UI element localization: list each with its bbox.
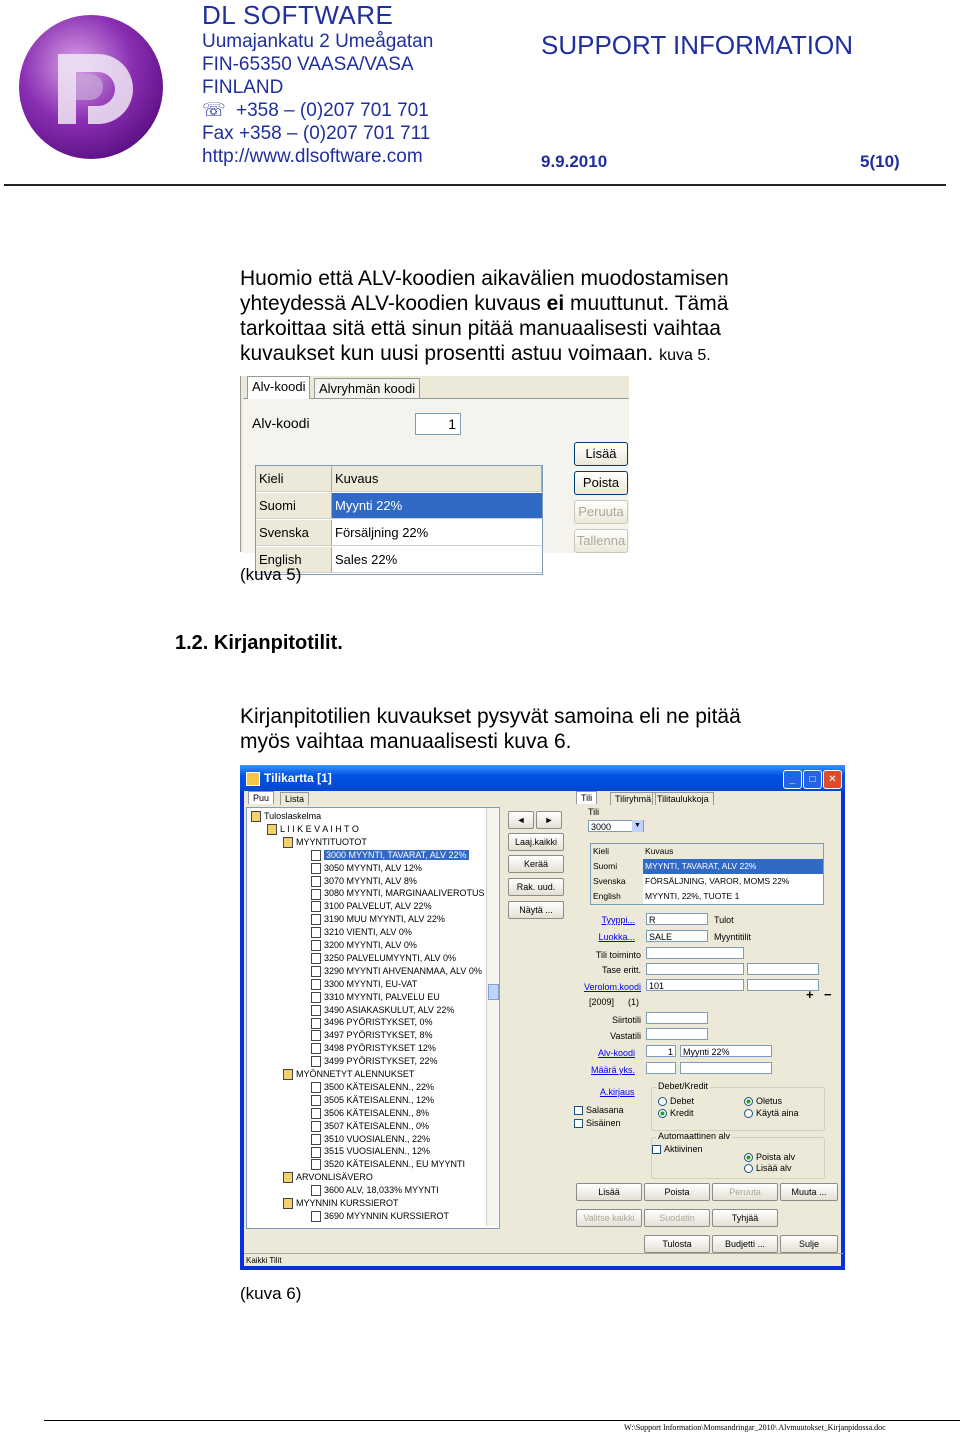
address-line-2: FIN-65350 VAASA/VASA — [202, 54, 414, 75]
add-button[interactable]: Lisää — [574, 442, 628, 466]
tree-node[interactable] — [311, 1158, 465, 1170]
debit-label: Debet — [670, 1096, 695, 1106]
debit-credit-group — [651, 1081, 825, 1131]
footer-divider — [44, 1420, 960, 1421]
tree-node[interactable] — [311, 939, 417, 951]
filter-button[interactable]: Suodatin — [644, 1209, 710, 1227]
para1-line2 — [240, 291, 920, 316]
tree-node-label: 3499 PYÖRISTYKSET, 22% — [324, 1056, 438, 1067]
paragraph-2 — [240, 704, 920, 754]
tree-node-label: 3290 MYYNTI AHVENANMAA, ALV 0% — [324, 965, 482, 976]
delete-account-button[interactable]: Poista — [644, 1183, 710, 1201]
auto-vat-title: Automaattinen alv — [658, 1131, 731, 1141]
tree-node[interactable] — [311, 1004, 454, 1016]
para1-line2-start: yhteydessä ALV-koodien kuvaus — [240, 292, 547, 315]
save-button[interactable]: Tallenna — [574, 529, 628, 553]
grid2-desc[interactable]: FÖRSÄLJNING, VAROR, MOMS 22% — [645, 876, 790, 886]
balance-spec-select[interactable] — [646, 963, 744, 975]
tree-node[interactable] — [311, 1184, 439, 1196]
company-name: DL SOFTWARE — [202, 0, 394, 30]
unit-select[interactable] — [680, 1062, 772, 1074]
para1-line4-text: kuvaukset kun uusi prosentti astuu voimaan. — [240, 342, 654, 365]
window-titlebar — [240, 765, 845, 791]
grid2-desc-selected[interactable]: MYYNTI, TAVARAT, ALV 22% — [643, 859, 823, 874]
vat-code-label: Alv-koodi — [252, 415, 310, 431]
tax-form-input[interactable]: 101 — [646, 979, 744, 991]
internal-checkbox[interactable] — [574, 1118, 621, 1128]
auto-entry-link[interactable]: A.kirjaus — [600, 1087, 635, 1097]
budget-button[interactable]: Budjetti ... — [712, 1235, 778, 1253]
tree-node[interactable] — [311, 1120, 429, 1132]
unit-input[interactable] — [646, 1062, 676, 1074]
screenshot-chart-of-accounts — [240, 765, 845, 1270]
document-icon — [311, 1005, 321, 1016]
vat-code-panel — [243, 398, 629, 567]
screenshot-vat-code — [240, 376, 629, 567]
unit-link[interactable]: Määrä yks. — [590, 1065, 635, 1075]
class-link[interactable]: Luokka... — [598, 932, 635, 942]
grid2-lang: Svenska — [591, 874, 643, 889]
section-heading: 1.2. Kirjanpitotilit. — [175, 632, 343, 654]
document-icon — [311, 850, 321, 861]
rebuild-button[interactable]: Rak. uud. — [508, 878, 564, 896]
grid-row-desc[interactable]: Sales 22% — [332, 547, 542, 573]
delete-button[interactable]: Poista — [574, 471, 628, 495]
tree-node-label: 3600 ALV, 18,033% MYYNTI — [324, 1185, 439, 1196]
remove-vat-label: Poista alv — [756, 1152, 796, 1162]
password-label: Salasana — [586, 1105, 624, 1115]
tree-node[interactable] — [311, 1029, 433, 1041]
tab-tilitaulukkoja[interactable]: Tilitaulukkoja — [652, 792, 714, 805]
document-title: SUPPORT INFORMATION — [541, 30, 854, 60]
caption-figure-6: (kuva 6) — [240, 1284, 302, 1303]
always-use-radio[interactable] — [744, 1108, 799, 1118]
para1-line4 — [240, 341, 920, 368]
internal-label: Sisäinen — [586, 1118, 621, 1128]
folder-icon — [283, 1069, 293, 1080]
tree-node[interactable] — [283, 1197, 399, 1209]
phone-icon: ☏ — [202, 100, 226, 121]
document-icon — [311, 1082, 321, 1093]
header-divider — [4, 184, 946, 186]
document-icon — [311, 1147, 321, 1158]
website-link[interactable]: http://www.dlsoftware.com — [202, 146, 423, 167]
tree-node-label: 3690 MYYNNIN KURSSIEROT — [324, 1210, 450, 1221]
account-label: Tili — [588, 807, 600, 817]
tree-node-label: 3515 VUOSIALENN., 12% — [324, 1146, 431, 1157]
modify-account-button[interactable]: Muuta ... — [780, 1183, 838, 1201]
grid-row-lang: Svenska — [256, 520, 332, 546]
always-use-label: Käytä aina — [756, 1108, 799, 1118]
company-logo — [18, 14, 164, 160]
vat-code-field[interactable]: 1 — [646, 1045, 676, 1057]
vat-code-link[interactable]: Alv-koodi — [597, 1048, 635, 1058]
tree-node-label: 3490 ASIAKASKULUT, ALV 22% — [324, 1004, 455, 1015]
address-line-1: Uumajankatu 2 Umeågatan — [202, 31, 434, 52]
tree-node-label: 3505 KÄTEISALENN., 12% — [324, 1094, 435, 1105]
add-vat-radio[interactable] — [744, 1163, 792, 1173]
para1-line2-end: muuttunut. Tämä — [564, 292, 729, 315]
tree-scrollbar[interactable] — [486, 808, 498, 1226]
collapse-button[interactable]: Kerää — [508, 855, 564, 873]
tab-tiliryhma[interactable]: Tiliryhmä — [610, 792, 656, 805]
tree-node-label: 3506 KÄTEISALENN., 8% — [324, 1107, 430, 1118]
tree-node-label: 3190 MUU MYYNTI, ALV 22% — [324, 914, 445, 925]
clear-button[interactable]: Tyhjää — [712, 1209, 778, 1227]
document-icon — [311, 1030, 321, 1041]
tree-node[interactable] — [311, 1145, 430, 1157]
para2-line2: myös vaihtaa manuaalisesti kuva 6. — [240, 730, 572, 753]
document-icon — [311, 1056, 321, 1067]
tree-node-label: 3200 MYYNTI, ALV 0% — [324, 940, 417, 950]
tree-node[interactable] — [311, 1107, 429, 1119]
tree-node-label: 3080 MYYNTI, MARGINAALIVEROTUS — [324, 888, 485, 899]
tree-node[interactable] — [267, 823, 359, 835]
status-bar — [244, 1253, 843, 1267]
maximize-icon[interactable]: □ — [803, 770, 822, 789]
window-icon — [246, 772, 260, 786]
grid2-lang: Suomi — [591, 859, 643, 874]
tree-node[interactable] — [311, 1210, 449, 1222]
grid-row-lang: English — [256, 547, 332, 573]
tree-node-label: MYYNTITUOTOT — [296, 836, 367, 847]
tree-node-label: 3310 MYYNTI, PALVELU EU — [324, 991, 440, 1002]
account-tree[interactable] — [246, 807, 500, 1229]
tree-node-label: ARVONLISÄVERO — [296, 1172, 373, 1183]
document-icon — [311, 979, 321, 990]
next-arrow-button[interactable]: ► — [536, 811, 562, 829]
minimize-icon[interactable]: _ — [783, 770, 802, 789]
tab-lista[interactable]: Lista — [280, 792, 309, 805]
tree-node-label: 3300 MYYNTI, EU-VAT — [324, 978, 418, 989]
window-title: Tilikartta [1] — [264, 771, 332, 785]
tree-node[interactable] — [311, 926, 412, 938]
document-icon — [311, 1043, 321, 1054]
chevron-down-icon[interactable]: ▼ — [632, 820, 643, 832]
vat-code-select[interactable]: Myynti 22% — [680, 1045, 772, 1057]
tree-node-label: 3250 PALVELUMYYNTI, ALV 0% — [324, 952, 457, 963]
document-icon — [311, 953, 321, 964]
tree-node[interactable] — [311, 1055, 438, 1067]
close-icon[interactable]: ✕ — [823, 770, 842, 789]
print-button[interactable]: Tulosta — [644, 1235, 710, 1253]
folder-icon — [283, 1198, 293, 1209]
tree-node-label: 3500 KÄTEISALENN., 22% — [324, 1081, 435, 1092]
document-icon — [311, 1095, 321, 1106]
tab-alvryhman-koodi[interactable]: Alvryhmän koodi — [314, 378, 420, 399]
account-number-input[interactable]: 3000 — [588, 820, 644, 832]
para1-line1: Huomio että ALV-koodien aikavälien muodostamisen — [240, 267, 729, 290]
credit-radio[interactable] — [658, 1108, 694, 1118]
phone-number: +358 – (0)207 701 701 — [236, 100, 429, 121]
tax-form-link[interactable]: Verolom.koodi — [583, 982, 641, 992]
document-icon — [311, 1159, 321, 1170]
balance-spec-label: Tase eritt. — [601, 965, 641, 975]
tree-node-label: 3100 PALVELUT, ALV 22% — [324, 901, 432, 912]
password-checkbox[interactable] — [574, 1105, 624, 1115]
tab-puu[interactable]: Puu — [248, 791, 274, 804]
document-icon — [311, 889, 321, 900]
document-icon — [311, 992, 321, 1003]
document-icon — [311, 1108, 321, 1119]
caption-figure-5: (kuva 5) — [240, 565, 302, 584]
description-grid — [255, 465, 543, 575]
document-icon — [311, 863, 321, 874]
grid2-header-kuvaus: Kuvaus — [643, 844, 823, 859]
tree-node[interactable] — [283, 836, 367, 848]
tree-node-label: 3520 KÄTEISALENN., EU MYYNTI — [324, 1159, 466, 1170]
para1-line3: tarkoittaa sitä että sinun pitää manuaalisesti vaihtaa — [240, 317, 721, 340]
plus-button[interactable]: + — [806, 987, 814, 1002]
para1-emphasis: ei — [546, 292, 565, 315]
grid-row-lang: Suomi — [256, 493, 332, 519]
tree-node[interactable] — [311, 1042, 436, 1054]
account-function-label: Tili toiminto — [595, 950, 641, 960]
type-text: Tulot — [714, 915, 734, 925]
grid2-header-kieli: Kieli — [591, 844, 643, 859]
add-vat-label: Lisää alv — [756, 1163, 792, 1173]
tree-node[interactable] — [311, 875, 417, 887]
debit-credit-title: Debet/Kredit — [658, 1081, 709, 1091]
tree-node-label: 3498 PYÖRISTYKSET 12% — [324, 1043, 436, 1054]
tab-alv-koodi[interactable]: Alv-koodi — [247, 376, 310, 399]
tree-node[interactable] — [251, 810, 321, 822]
auto-vat-group — [651, 1131, 825, 1179]
grid2-lang: English — [591, 889, 643, 904]
paragraph-1 — [240, 266, 920, 368]
balance-spec-select-2[interactable] — [747, 963, 819, 975]
debit-radio[interactable] — [658, 1096, 694, 1106]
contra-account-input[interactable] — [646, 1028, 708, 1040]
address-line-3: FINLAND — [202, 77, 284, 98]
page-number: 5(10) — [860, 152, 900, 171]
grid-row-desc[interactable]: Försäljning 22% — [332, 520, 542, 546]
type-select[interactable]: R — [646, 913, 708, 925]
para1-figure-ref: kuva 5. — [659, 347, 711, 364]
tree-node[interactable] — [311, 849, 469, 861]
document-icon — [311, 1185, 321, 1196]
tree-node[interactable] — [311, 1133, 430, 1145]
expand-all-button[interactable]: Laaj.kaikki — [508, 833, 564, 851]
document-icon — [311, 1134, 321, 1145]
tree-node[interactable] — [311, 862, 422, 874]
account-description-grid — [590, 843, 824, 905]
folder-icon — [267, 824, 277, 835]
tree-node[interactable] — [311, 1016, 433, 1028]
document-date: 9.9.2010 — [541, 152, 608, 171]
tree-node[interactable] — [311, 991, 440, 1003]
tree-node[interactable] — [311, 1094, 434, 1106]
type-link[interactable]: Tyyppi... — [601, 915, 635, 925]
tree-node-label: L I I K E V A I H T O — [280, 823, 359, 834]
minus-button[interactable]: − — [824, 987, 832, 1002]
tree-node[interactable] — [311, 1081, 434, 1093]
active-label: Aktiivinen — [664, 1144, 703, 1154]
tree-node[interactable] — [311, 965, 482, 977]
show-button[interactable]: Näytä ... — [508, 901, 564, 919]
grid-header-kuvaus: Kuvaus — [332, 466, 542, 492]
active-checkbox[interactable] — [652, 1144, 703, 1154]
document-icon — [311, 914, 321, 925]
document-icon — [311, 1211, 321, 1222]
tree-node-label: 3496 PYÖRISTYKSET, 0% — [324, 1017, 433, 1028]
tree-node[interactable] — [311, 978, 417, 990]
tree-node-label: Tuloslaskelma — [264, 811, 322, 821]
tree-node[interactable] — [283, 1171, 373, 1183]
cancel-account-button[interactable]: Peruuta — [712, 1183, 778, 1201]
tree-node[interactable] — [311, 900, 432, 912]
tree-node-label: MYYNNIN KURSSIEROT — [296, 1198, 399, 1208]
document-icon — [311, 876, 321, 887]
default-label: Oletus — [756, 1096, 783, 1106]
document-icon — [311, 1121, 321, 1132]
cancel-button[interactable]: Peruuta — [574, 500, 628, 524]
year-label: [2009] — [589, 997, 615, 1007]
para2-line1: Kirjanpitotilien kuvaukset pysyvät samoina eli ne pitää — [240, 705, 741, 728]
contra-account-label: Vastatili — [610, 1031, 641, 1041]
tree-node-label: 3070 MYYNTI, ALV 8% — [324, 875, 417, 886]
tree-node[interactable] — [311, 952, 456, 964]
tab-tili[interactable]: Tili — [576, 791, 597, 804]
fax-line: Fax +358 – (0)207 701 711 — [202, 123, 431, 144]
account-function-select[interactable] — [646, 947, 744, 959]
tree-node[interactable] — [311, 887, 485, 899]
tree-node-label: 3210 VIENTI, ALV 0% — [324, 927, 412, 938]
select-all-button[interactable]: Valitse kaikki — [576, 1209, 642, 1227]
credit-label: Kredit — [670, 1108, 694, 1118]
add-account-button[interactable]: Lisää — [576, 1183, 642, 1201]
class-text: Myyntitilit — [714, 932, 752, 942]
folder-icon — [283, 1172, 293, 1183]
vat-code-input[interactable]: 1 — [415, 413, 461, 435]
tree-node-label: 3507 KÄTEISALENN., 0% — [324, 1120, 430, 1131]
tree-node-label: 3510 VUOSIALENN., 22% — [324, 1133, 431, 1144]
footer-file-path: W:\Support Information\Momsandringar_2010\ Alvmuutokset_Kirjanpidossa.doc — [624, 1423, 886, 1432]
year-value: (1) — [628, 997, 639, 1007]
tree-node-label: 3000 MYYNTI, TAVARAT, ALV 22% — [326, 849, 467, 860]
tree-node[interactable] — [311, 913, 445, 925]
close-button[interactable]: Sulje — [780, 1235, 838, 1253]
grid-header-kieli: Kieli — [256, 466, 332, 492]
tree-node[interactable] — [283, 1068, 414, 1080]
prev-arrow-button[interactable]: ◄ — [508, 811, 534, 829]
document-icon — [311, 940, 321, 951]
class-select[interactable]: SALE — [646, 930, 708, 942]
remove-vat-radio[interactable] — [744, 1152, 795, 1162]
document-icon — [311, 927, 321, 938]
window-body — [244, 791, 841, 1266]
tree-node-label: 3050 MYYNTI, ALV 12% — [324, 862, 422, 873]
transfer-account-label: Siirtotili — [611, 1015, 641, 1025]
transfer-account-input[interactable] — [646, 1012, 708, 1024]
document-icon — [311, 966, 321, 977]
document-icon — [311, 901, 321, 912]
grid-row-desc-selected[interactable]: Myynti 22% — [332, 493, 542, 519]
scrollbar-thumb[interactable] — [488, 984, 499, 1000]
folder-icon — [251, 811, 261, 822]
tree-node-label: 3497 PYÖRISTYKSET, 8% — [324, 1030, 433, 1041]
default-radio[interactable] — [744, 1096, 782, 1106]
phone-line — [202, 99, 429, 122]
grid2-desc[interactable]: MYYNTI, 22%, TUOTE 1 — [645, 891, 740, 901]
folder-icon — [283, 837, 293, 848]
document-icon — [311, 1018, 321, 1029]
tree-node-label: MYÖNNETYT ALENNUKSET — [296, 1069, 415, 1079]
status-text: Kaikki Tilit — [246, 1256, 282, 1265]
